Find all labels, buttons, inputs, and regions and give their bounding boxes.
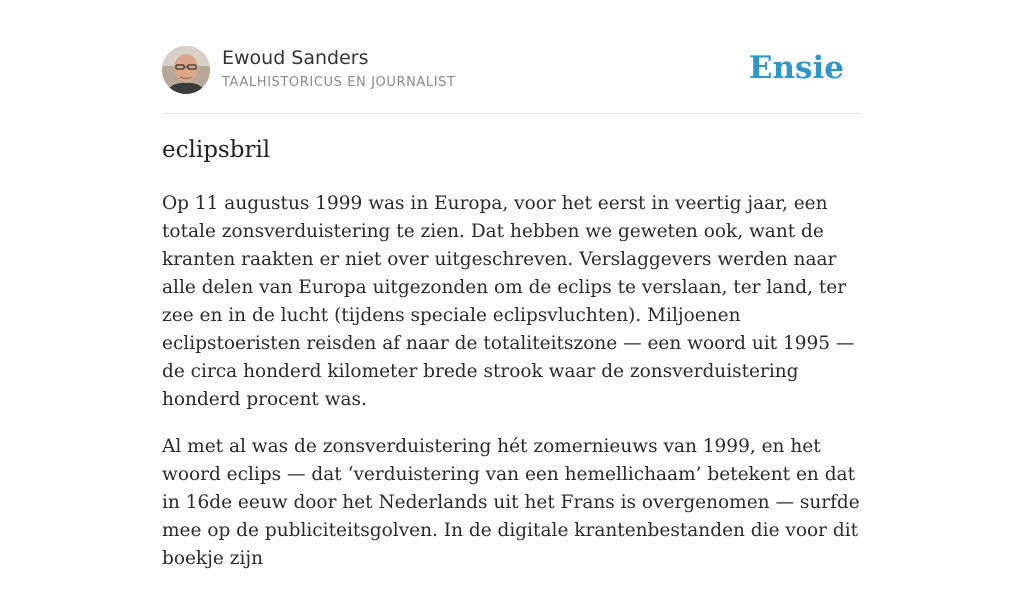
entry-paragraph-1: Op 11 augustus 1999 was in Europa, voor het eerst in veertig jaar, een totale zonsverduistering te zien. Dat hebben we geweten ook, want de kranten raakten er niet over uitgeschreven. Verslaggevers werden naar alle delen van Europa uitgezonden om de eclips te verslaan, ter land, ter zee en in de lucht (tijdens speciale eclipsvluchten). Miljoenen eclipstoeristen reisden af naar de totaliteitszone — een woord uit 1995 — de circa honderd kilometer brede strook waar de zonsverduistering honderd procent was. [162, 193, 855, 410]
author-avatar[interactable] [162, 46, 210, 94]
entry-title: eclipsbril [162, 137, 271, 163]
entry-header [162, 46, 862, 96]
author-role: TAALHISTORICUS EN JOURNALIST [222, 75, 456, 90]
brand-logo[interactable]: Ensie [748, 50, 844, 86]
entry-paragraph-2: Al met al was de zonsverduistering hét zomernieuws van 1999, en het woord eclips — dat ‘verduistering van een hemellichaam’ betekent en dat in 16de eeuw door het Nederlands uit het Frans is overgenomen — surfde mee op de publiciteitsgolven. In de digitale krantenbestanden die voor dit boekje zijn [162, 436, 860, 569]
entry-body [162, 190, 862, 592]
avatar-portrait-icon [162, 46, 210, 94]
author-name[interactable]: Ewoud Sanders [222, 47, 369, 69]
header-divider [162, 113, 862, 114]
